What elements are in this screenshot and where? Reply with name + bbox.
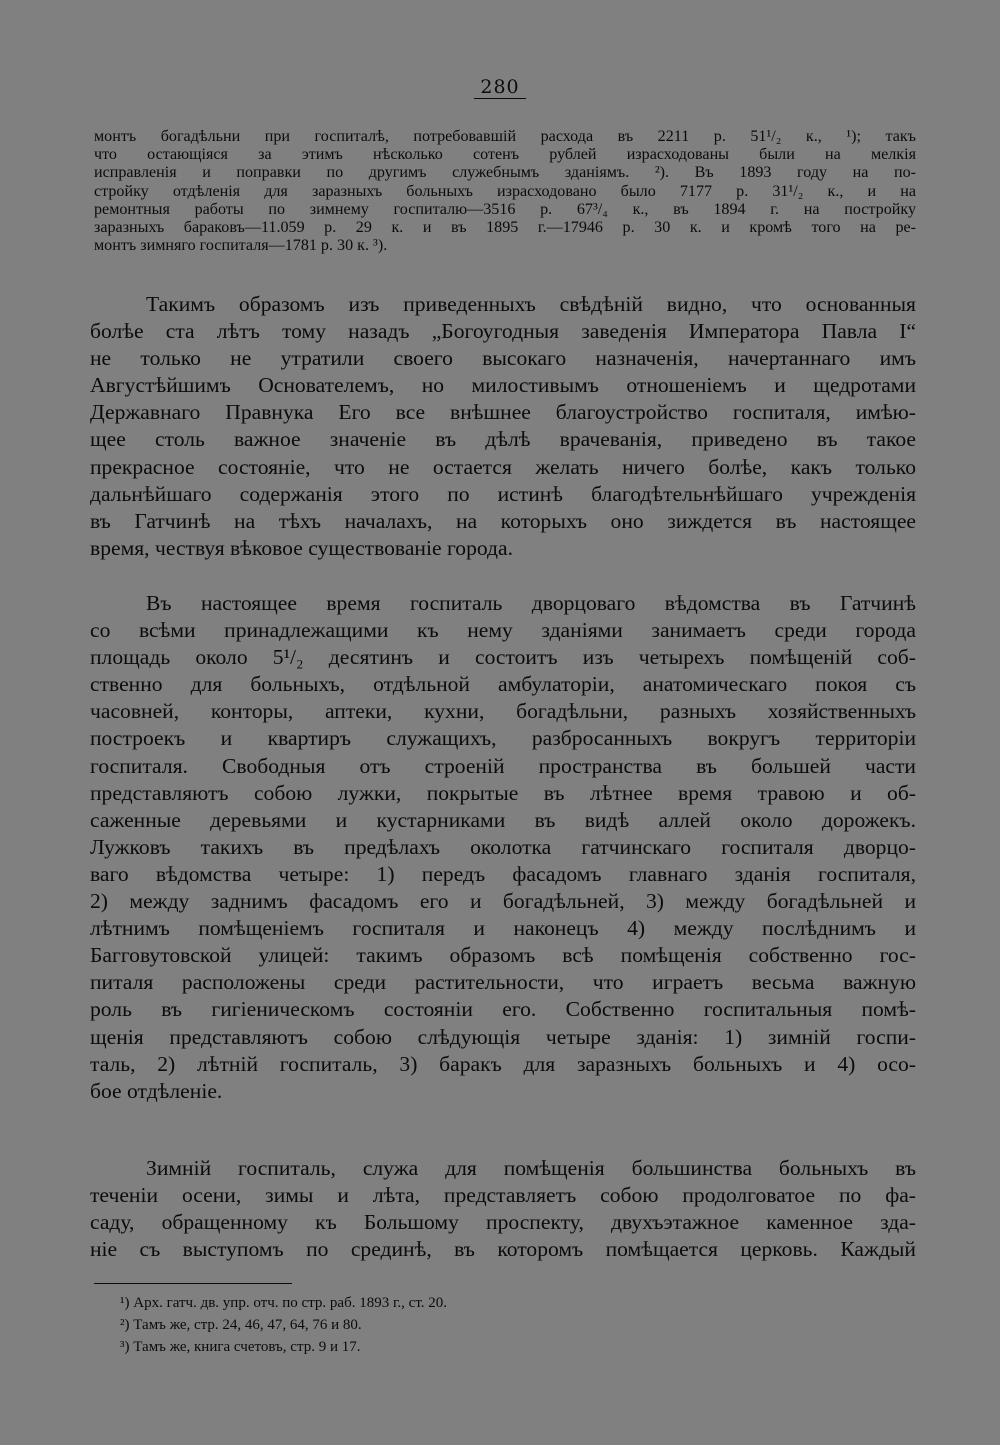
text-line: представляютъ собою лужки, покрытые въ лѣтнее время травою и об- xyxy=(90,780,916,805)
text-line: Зимній госпиталь, служа для помѣщенія большинства больныхъ въ xyxy=(146,1156,916,1180)
text-line: часовней, конторы, аптеки, кухни, богадѣльни, разныхъ хозяйственныхъ xyxy=(90,699,916,724)
paragraph-3 xyxy=(90,1155,916,1263)
text-line: Въ настоящее время госпиталь дворцоваго вѣдомства въ Гатчинѣ xyxy=(146,591,916,615)
text-line: Лужковъ такихъ въ предѣлахъ околотка гатчинскаго госпиталя дворцо- xyxy=(90,834,916,859)
intro-paragraph xyxy=(94,128,916,255)
text-line: площадь около 5¹/₂ десятинъ и состоитъ изъ четырехъ помѣщеній соб- xyxy=(90,645,916,670)
paragraph-1 xyxy=(90,291,916,562)
text-line: питаля расположены среди растительности, что играетъ весьма важную xyxy=(90,970,916,995)
text-line: построекъ и квартиръ служащихъ, разбросанныхъ вокругъ территоріи xyxy=(90,726,916,751)
text-line: прекрасное состояніе, что не остается желать ничего болѣе, какъ только xyxy=(90,454,916,479)
text-line: Державнаго Правнука Его все внѣшнее благоустройство госпиталя, имѣю- xyxy=(90,400,916,425)
page-number: 280 xyxy=(0,76,1000,99)
footnote-2: ²) Тамъ же, стр. 24, 46, 47, 64, 76 и 80. xyxy=(120,1317,362,1333)
text-line: время, чествуя вѣковое существованіе города. xyxy=(90,535,514,560)
footnote-3: ³) Тамъ же, книга счетовъ, стр. 9 и 17. xyxy=(120,1339,361,1355)
text-line: щенія представляютъ собою слѣдующія четыре зданія: 1) зимній госпи- xyxy=(90,1024,916,1049)
text-line: роль въ гигіеническомъ состояніи его. Собственно госпитальныя помѣ- xyxy=(90,997,916,1022)
footnote-divider xyxy=(94,1283,292,1284)
text-line: таль, 2) лѣтній госпиталь, 3) баракъ для заразныхъ больныхъ и 4) осо- xyxy=(90,1051,916,1076)
text-line: теченіи осени, зимы и лѣта, представляетъ собою продолговатое по фа- xyxy=(90,1183,916,1208)
text-line: монтъ богадѣльни при госпиталѣ, потребовавшій расхода въ 2211 р. 51¹/₂ к., ¹); такъ xyxy=(94,128,916,145)
text-line: со всѣми принадлежащими къ нему зданіями занимаетъ среди города xyxy=(90,618,916,643)
text-line: бое отдѣленіе. xyxy=(90,1078,223,1103)
text-line: болѣе ста лѣтъ тому назадъ „Богоугодныя заведенія Императора Павла I“ xyxy=(90,319,916,344)
text-line: ніе съ выступомъ по срединѣ, въ которомъ помѣщается церковь. Каждый xyxy=(90,1237,916,1262)
text-line: Такимъ образомъ изъ приведенныхъ свѣдѣній видно, что основанныя xyxy=(146,292,916,316)
text-line: не только не утратили своего высокаго назначенія, начертаннаго имъ xyxy=(90,346,916,371)
text-line: саду, обращенному къ Большому проспекту, двухъэтажное каменное зда- xyxy=(90,1210,916,1235)
text-line: заразныхъ бараковъ—11.059 р. 29 к. и въ 1895 г.—17946 р. 30 к. и кромѣ того на ре- xyxy=(94,219,916,237)
text-line: исправленія и поправки по другимъ служебнымъ зданіямъ. ²). Въ 1893 году на по- xyxy=(94,164,916,182)
text-line: лѣтнимъ помѣщеніемъ госпиталя и наконецъ 4) между послѣднимъ и xyxy=(90,916,916,941)
text-line: Августѣйшимъ Основателемъ, но милостивымъ отношеніемъ и щедротами xyxy=(90,373,916,398)
footnote-1: ¹) Арх. гатч. дв. упр. отч. по стр. раб. 1893 г., ст. 20. xyxy=(120,1295,447,1311)
text-line: 2) между заднимъ фасадомъ его и богадѣльней, 3) между богадѣльней и xyxy=(90,889,916,914)
text-line: дальнѣйшаго содержанія этого по истинѣ благодѣтельнѣйшаго учрежденія xyxy=(90,481,916,506)
text-line: Багговутовской улицей: такимъ образомъ всѣ помѣщенія собственно гос- xyxy=(90,943,916,968)
text-line: ственно для больныхъ, отдѣльной амбулаторіи, анатомическаго покоя съ xyxy=(90,672,916,697)
text-line: что остающіяся за этимъ нѣсколько сотенъ рублей израсходованы были на мелкія xyxy=(94,146,916,164)
text-line: въ Гатчинѣ на тѣхъ началахъ, на которыхъ оно зиждется въ настоящее xyxy=(90,508,916,533)
text-line: стройку отдѣленія для заразныхъ больныхъ израсходовано было 7177 р. 31¹/₂ к., и на xyxy=(94,182,916,200)
text-line: ремонтныя работы по зимнему госпиталю—3516 р. 67³/₄ к., въ 1894 г. на постройку xyxy=(94,200,916,218)
text-line: монтъ зимняго госпиталя—1781 р. 30 к. ³). xyxy=(94,237,388,255)
text-line: саженные деревьями и кустарниками въ видѣ аллей около дорожекъ. xyxy=(90,807,916,832)
text-line: щее столь важное значеніе въ дѣлѣ врачеванія, приведено въ такое xyxy=(90,427,916,452)
paragraph-2 xyxy=(90,590,916,1105)
text-line: госпиталя. Свободныя отъ строеній пространства въ большей части xyxy=(90,753,916,778)
text-line: ваго вѣдомства четыре: 1) передъ фасадомъ главнаго зданія госпиталя, xyxy=(90,861,916,886)
